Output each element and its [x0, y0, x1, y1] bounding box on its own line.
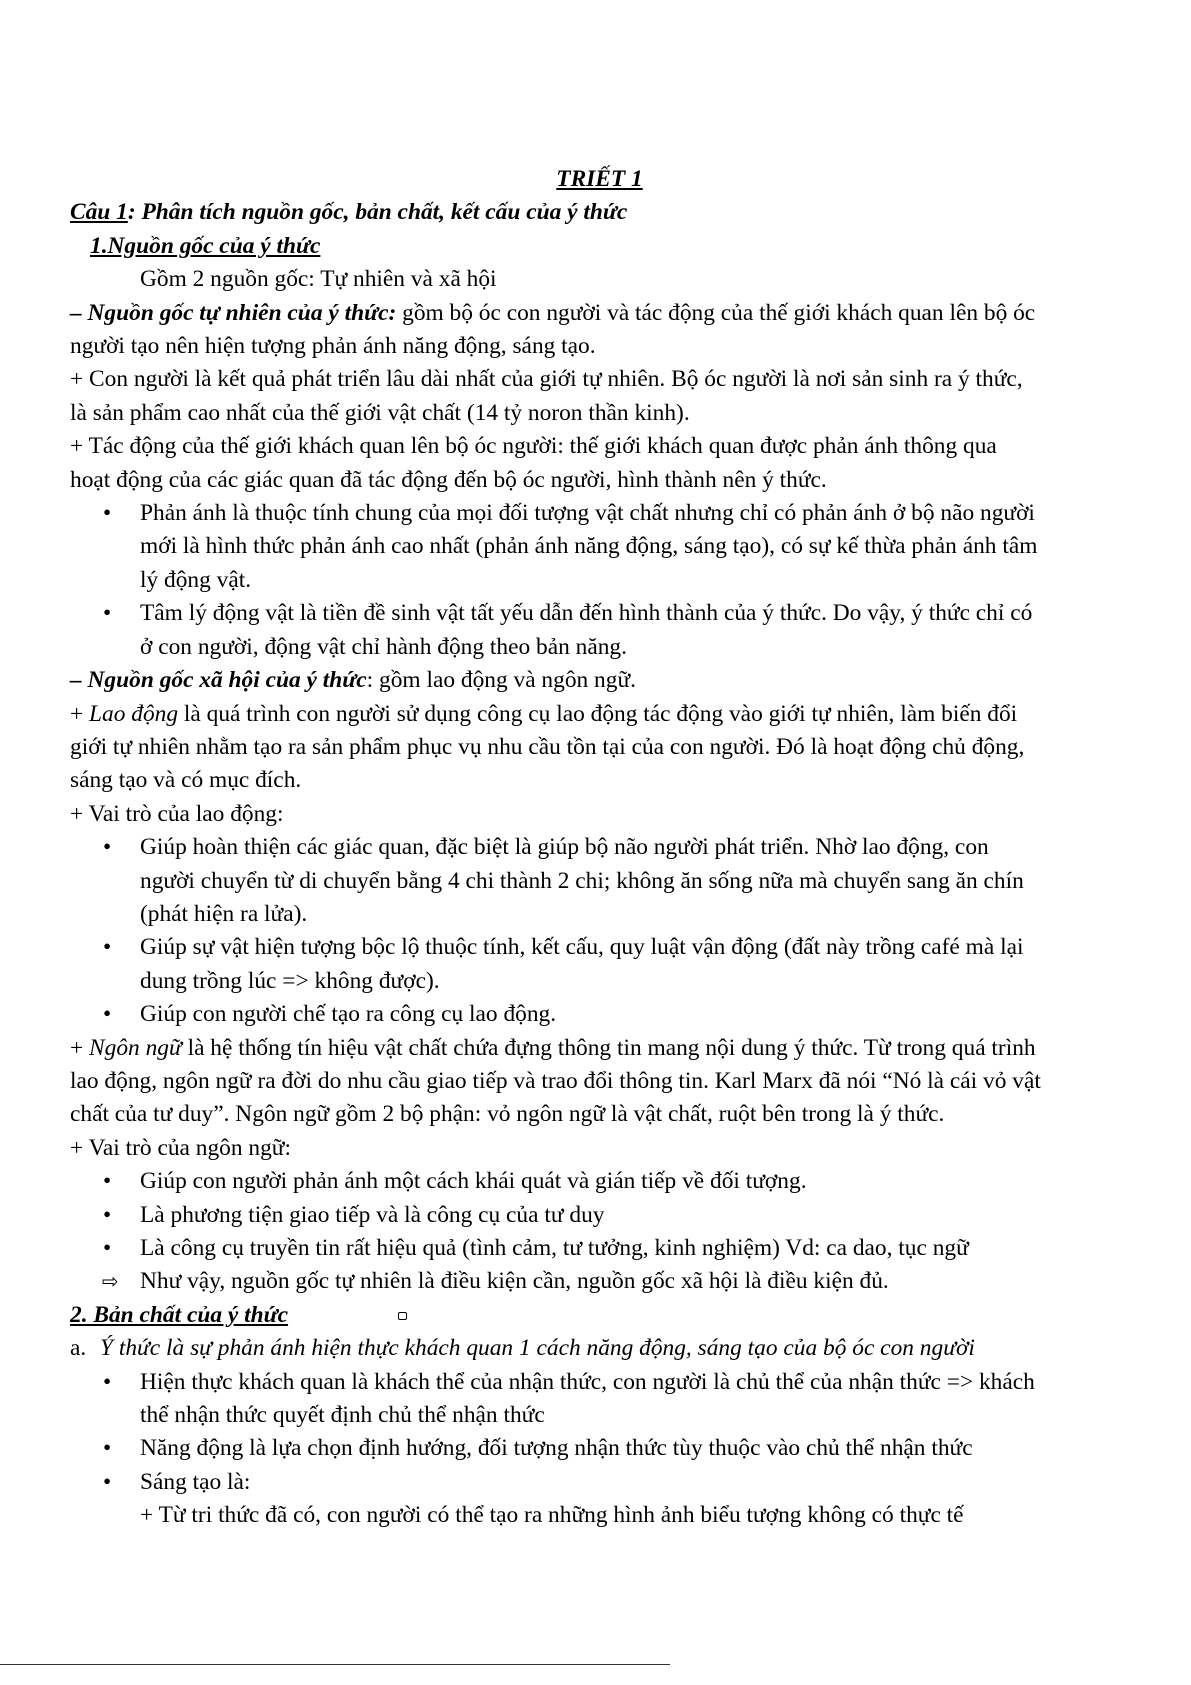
- bullet-text: Giúp con người phản ánh một cách khái quát và gián tiếp về đối tượng.: [140, 1168, 807, 1195]
- bullet-icon: •: [103, 1468, 112, 1495]
- bullet-text: Phản ánh là thuộc tính chung của mọi đối tượng vật chất nhưng chỉ có phản ánh ở bộ não người: [140, 500, 1035, 527]
- bullet-text: Là công cụ truyền tin rất hiệu quả (tình cảm, tư tưởng, kinh nghiệm) Vd: ca dao, tục ngữ: [140, 1235, 969, 1261]
- bullet-icon: •: [103, 1168, 112, 1195]
- bullet-text: Giúp sự vật hiện tượng bộc lộ thuộc tính, kết cấu, quy luật vận động (đất này trồng café mà lại: [140, 934, 1024, 961]
- labor-text: là quá trình con người sử dụng công cụ lao động tác động vào giới tự nhiên, làm biến đổi: [178, 700, 1018, 727]
- question-heading: [70, 196, 1125, 229]
- bullet-text: Sáng tạo là:: [140, 1468, 251, 1495]
- bullet-icon: •: [103, 1368, 112, 1395]
- natural-p1-line1: + Con người là kết quả phát triển lâu dài nhất của giới tự nhiên. Bộ óc người là nơi sản sinh ra ý thức,: [70, 366, 1023, 393]
- bullet-text: lý động vật.: [140, 566, 252, 593]
- language-text: là hệ thống tín hiệu vật chất chứa đựng thông tin mang nội dung ý thức. Từ trong quá trình: [181, 1034, 1036, 1061]
- section2-heading: 2. Bản chất của ý thức: [70, 1301, 289, 1328]
- section2-item-a: [70, 1332, 1125, 1365]
- social-origin-label: – Nguồn gốc xã hội của ý thức: [70, 667, 367, 694]
- list-item: [70, 1199, 1125, 1232]
- bullet-icon: •: [103, 1235, 112, 1261]
- page-bottom-rule: [0, 1664, 670, 1665]
- natural-origin-label: – Nguồn gốc tự nhiên của ý thức:: [70, 299, 397, 326]
- question-label: Câu 1: [70, 199, 128, 226]
- bullet-text: Hiện thực khách quan là khách thể của nhận thức, con người là chủ thể của nhận thức => khách: [140, 1368, 1035, 1395]
- question-text: : Phân tích nguồn gốc, bản chất, kết cấu của ý thức: [127, 199, 628, 226]
- language-role-heading: + Vai trò của ngôn ngữ:: [70, 1134, 291, 1161]
- bullet-text: Là phương tiện giao tiếp và là công cụ của tư duy: [140, 1201, 605, 1228]
- natural-origin-line2: người tạo nên hiện tượng phản ánh năng động, sáng tạo.: [70, 333, 596, 360]
- bullet-icon: •: [103, 600, 112, 627]
- bullet-text: thể nhận thức quyết định chủ thể nhận thức: [140, 1402, 545, 1429]
- list-item: [70, 831, 1125, 931]
- bullet-text: + Từ tri thức đã có, con người có thể tạo ra những hình ảnh biểu tượng không có thực tế: [140, 1502, 964, 1529]
- bullet-icon: •: [103, 934, 112, 961]
- list-item: [70, 1466, 1125, 1533]
- labor-line2: giới tự nhiên nhằm tạo ra sản phẩm phục vụ nhu cầu tồn tại của con người. Đó là hoạt động chủ động,: [70, 733, 1025, 760]
- bullet-icon: •: [103, 1201, 112, 1228]
- labor-line3: sáng tạo và có mục đích.: [70, 767, 302, 794]
- list-item: [70, 1366, 1125, 1433]
- cursor-marker-icon: [398, 1312, 407, 1320]
- bullet-text: Năng động là lựa chọn định hướng, đối tượng nhận thức tùy thuộc vào chủ thể nhận thức: [140, 1435, 973, 1462]
- language-term: Ngôn ngữ: [89, 1034, 182, 1061]
- bullet-text: mới là hình thức phản ánh cao nhất (phản ánh năng động, sáng tạo), có sự kế thừa phản ánh tâm: [140, 533, 1038, 560]
- bullet-icon: •: [103, 1001, 112, 1028]
- bullet-text: (phát hiện ra lửa).: [140, 900, 308, 927]
- social-origin-line: [70, 664, 1125, 697]
- labor-term: Lao động: [89, 700, 179, 727]
- item-a-text: Ý thức là sự phản ánh hiện thực khách quan 1 cách năng động, sáng tạo của bộ óc con người: [100, 1335, 975, 1362]
- bullet-text: Tâm lý động vật là tiền đề sinh vật tất yếu dẫn đến hình thành của ý thức. Do vậy, ý thức chỉ có: [140, 600, 1033, 627]
- section2-bullet-list: [70, 1366, 1125, 1533]
- arrow-right-icon: ⇨: [102, 1269, 119, 1294]
- bullet-icon: •: [103, 1435, 112, 1462]
- labor-line1: [70, 698, 1125, 731]
- natural-p2-line2: hoạt động của các giác quan đã tác động đến bộ óc người, hình thành nên ý thức.: [70, 466, 827, 493]
- bullet-text: người chuyển từ di chuyển bằng 4 chi thành 2 chi; không ăn sống nữa mà chuyển sang ăn chín: [140, 867, 1024, 894]
- section1-heading: 1.Nguồn gốc của ý thức: [90, 232, 321, 259]
- bullet-icon: •: [103, 500, 112, 527]
- language-bullet-list: [70, 1165, 1125, 1265]
- language-line3: chất của tư duy”. Ngôn ngữ gồm 2 bộ phận: vỏ ngôn ngữ là vật chất, ruột bên trong là ý thức.: [70, 1101, 945, 1128]
- list-item: [70, 1165, 1125, 1198]
- bullet-text: Giúp hoàn thiện các giác quan, đặc biệt là giúp bộ não người phát triển. Nhờ lao động, con: [140, 834, 989, 861]
- section1-intro: Gồm 2 nguồn gốc: Tự nhiên và xã hội: [140, 266, 497, 293]
- list-item: [70, 998, 1125, 1031]
- bullet-text: dung trồng lúc => không được).: [140, 967, 440, 994]
- bullet-icon: •: [103, 834, 112, 861]
- list-item: [70, 597, 1125, 664]
- natural-origin-text: gồm bộ óc con người và tác động của thế giới khách quan lên bộ óc: [396, 299, 1036, 326]
- language-line1: [70, 1032, 1125, 1065]
- labor-bullet-list: [70, 831, 1125, 1031]
- list-item: [70, 1232, 1125, 1265]
- natural-bullet-list: [70, 497, 1125, 664]
- natural-origin-line1: [70, 297, 1125, 330]
- item-a-label: a.: [70, 1335, 87, 1362]
- bullet-text: Giúp con người chế tạo ra công cụ lao động.: [140, 1001, 557, 1028]
- bullet-text: ở con người, động vật chỉ hành động theo bản năng.: [140, 633, 627, 660]
- labor-role-heading: + Vai trò của lao động:: [70, 800, 284, 827]
- language-prefix: +: [70, 1034, 90, 1061]
- list-item: [70, 497, 1125, 597]
- conclusion-text: Như vậy, nguồn gốc tự nhiên là điều kiện cần, nguồn gốc xã hội là điều kiện đủ.: [140, 1268, 889, 1295]
- language-line2: lao động, ngôn ngữ ra đời do nhu cầu giao tiếp và trao đổi thông tin. Karl Marx đã nói “Nó là cái vỏ vật: [70, 1067, 1041, 1094]
- document-title: TRIẾT 1: [556, 166, 643, 192]
- conclusion-row: [70, 1265, 1125, 1298]
- labor-prefix: +: [70, 700, 90, 727]
- list-item: [70, 931, 1125, 998]
- natural-p2-line1: + Tác động của thế giới khách quan lên bộ óc người: thế giới khách quan được phản ánh thông qua: [70, 433, 997, 460]
- natural-p1-line2: là sản phẩm cao nhất của thế giới vật chất (14 tỷ noron thần kinh).: [70, 399, 690, 426]
- list-item: [70, 1432, 1125, 1465]
- social-origin-text: : gồm lao động và ngôn ngữ.: [366, 667, 636, 694]
- section2-heading-row: [70, 1299, 1125, 1332]
- document-content: [70, 163, 1125, 1533]
